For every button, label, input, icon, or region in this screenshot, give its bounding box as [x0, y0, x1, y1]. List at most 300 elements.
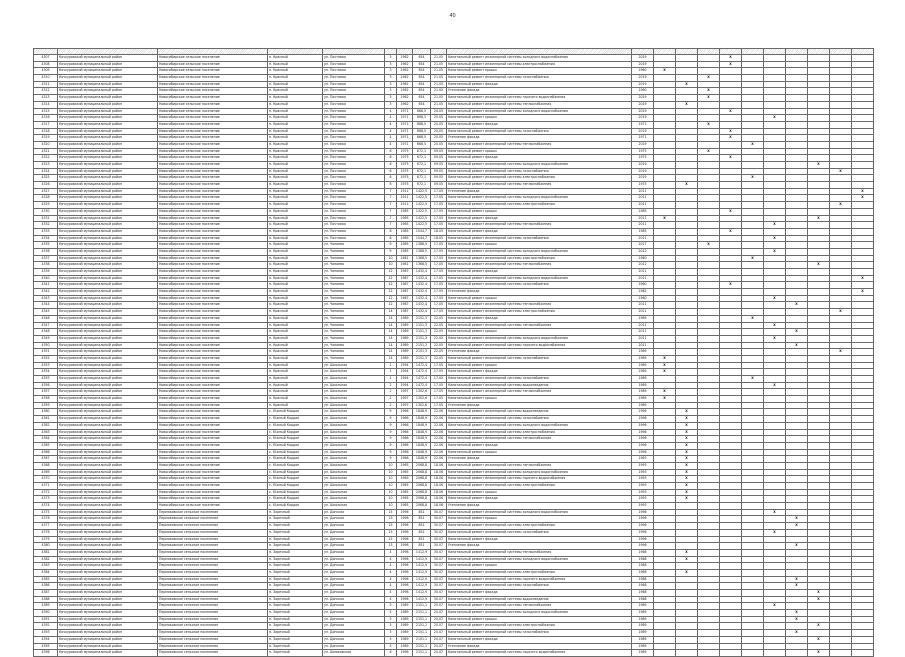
street-cell: ул. Почтовая [323, 81, 385, 88]
period-1-cell [654, 456, 676, 463]
period-5-cell [742, 115, 764, 122]
period-6-cell [764, 208, 786, 215]
settlement-cell: Новосибирское сельское поселение [158, 302, 268, 309]
period-4-cell [720, 349, 742, 356]
build-year-cell: 1971 [397, 121, 413, 128]
settlement-cell: Новосибирское сельское поселение [158, 148, 268, 155]
period-4-cell [720, 222, 742, 229]
house-number-cell: 9 [385, 436, 397, 443]
period-9-cell [830, 576, 852, 583]
period-9-cell [830, 269, 852, 276]
period-6-cell [764, 255, 786, 262]
period-2-cell [676, 376, 698, 383]
build-year-cell: 1966 [397, 416, 413, 423]
wear-cell: 22.06 [431, 409, 447, 416]
period-3-cell [698, 369, 720, 376]
area-cell: 1848,9 [413, 429, 431, 436]
locality-cell: п. Красный [268, 242, 323, 249]
period-8-cell [808, 422, 830, 429]
area-cell: 1422,5 [413, 222, 431, 229]
period-5-cell [742, 349, 764, 356]
row-id-cell: 4318 [34, 128, 58, 135]
period-1-cell [654, 235, 676, 242]
period-4-cell [720, 409, 742, 416]
period-3-cell [698, 623, 720, 630]
row-id-cell: 4394 [34, 636, 58, 643]
locality-cell: п. Красный [268, 295, 323, 302]
period-5-cell [742, 462, 764, 469]
period-10-cell [852, 349, 874, 356]
build-year-cell: 1985 [397, 248, 413, 255]
period-6-cell [764, 590, 786, 597]
wear-cell: 17.05 [431, 309, 447, 316]
area-cell: 668,5 [413, 128, 431, 135]
period-2-cell [676, 610, 698, 617]
street-cell: ул. Школьная [323, 436, 385, 443]
period-10-cell [852, 616, 874, 623]
last-repair-year-cell: 2019 [632, 141, 654, 148]
last-repair-year-cell: 1971 [632, 135, 654, 142]
street-cell: ул. Донская [323, 590, 385, 597]
row-id-cell: 4351 [34, 349, 58, 356]
wear-cell: 17.05 [431, 208, 447, 215]
row-id-cell: 4379 [34, 536, 58, 543]
area-cell: 2151,1 [413, 650, 431, 657]
period-5-cell [742, 355, 764, 362]
period-10-cell [852, 563, 874, 570]
wear-cell: 20.07 [431, 636, 447, 643]
period-5-cell [742, 135, 764, 142]
period-3-cell [698, 262, 720, 269]
street-cell: ул. Школьная [323, 389, 385, 396]
work-type-cell: Утепление фасада [447, 643, 632, 650]
period-4-cell [720, 389, 742, 396]
municipal-district-cell: Кочкуровский муниципальный район [58, 355, 158, 362]
build-year-cell: 1996 [397, 536, 413, 543]
work-type-cell: Капитальный ремонт инженерной системы теплоснабжения [447, 603, 632, 610]
row-id-cell: 4323 [34, 162, 58, 169]
municipal-district-cell: Кочкуровский муниципальный район [58, 429, 158, 436]
municipal-district-cell: Кочкуровский муниципальный район [58, 275, 158, 282]
row-id-cell: 4337 [34, 255, 58, 262]
work-type-cell: Капитальный ремонт инженерной системы газоснабжения [447, 75, 632, 82]
row-id-cell: 4345 [34, 309, 58, 316]
period-3-cell [698, 141, 720, 148]
build-year-cell: 1966 [397, 429, 413, 436]
period-3-cell [698, 228, 720, 235]
last-repair-year-cell: 1989 [632, 355, 654, 362]
work-type-cell: Капитальный ремонт инженерной системы теплоснабжения [447, 141, 632, 148]
period-9-cell [830, 255, 852, 262]
period-10-cell: X [852, 275, 874, 282]
settlement-cell: Пермяковское сельское поселение [158, 623, 268, 630]
house-number-cell: 9 [385, 409, 397, 416]
period-10-cell [852, 302, 874, 309]
period-4-cell [720, 315, 742, 322]
street-cell: ул. Почтовая [323, 168, 385, 175]
period-8-cell [808, 569, 830, 576]
work-type-cell: Капитальный ремонт инженерной системы горячего водоснабжения [447, 95, 632, 102]
period-1-cell [654, 556, 676, 563]
settlement-cell: Новосибирское сельское поселение [158, 456, 268, 463]
locality-cell: с. Южный Кордон [268, 476, 323, 483]
work-type-cell: Капитальный ремонт инженерной системы электроснабжения [447, 309, 632, 316]
area-cell: 851 [413, 516, 431, 523]
locality-cell: п. Заречный [268, 636, 323, 643]
period-9-cell [830, 188, 852, 195]
wear-cell: 22.05 [431, 355, 447, 362]
last-repair-year-cell: 1989 [632, 369, 654, 376]
period-7-cell [786, 623, 808, 630]
table-row [34, 369, 874, 376]
period-8-cell [808, 195, 830, 202]
locality-cell: с. Южный Кордон [268, 483, 323, 490]
period-1-cell: X [654, 389, 676, 396]
period-2-cell [676, 335, 698, 342]
period-6-cell [764, 376, 786, 383]
street-cell: ул. Чапаева [323, 242, 385, 249]
period-7-cell [786, 269, 808, 276]
table-row [34, 101, 874, 108]
period-1-cell [654, 88, 676, 95]
period-8-cell [808, 141, 830, 148]
street-cell: ул. Школьная [323, 469, 385, 476]
period-1-cell [654, 376, 676, 383]
house-number-cell: 8 [385, 228, 397, 235]
period-8-cell [808, 462, 830, 469]
row-id-cell: 4367 [34, 456, 58, 463]
municipal-district-cell: Кочкуровский муниципальный район [58, 222, 158, 229]
last-repair-year-cell: 1996 [632, 516, 654, 523]
house-number-cell: 6 [385, 175, 397, 182]
last-repair-year-cell: 2019 [632, 168, 654, 175]
house-number-cell: 12 [385, 282, 397, 289]
period-10-cell [852, 462, 874, 469]
period-6-cell [764, 108, 786, 115]
area-cell: 672,1 [413, 182, 431, 189]
municipal-district-cell: Кочкуровский муниципальный район [58, 88, 158, 95]
period-6-cell [764, 396, 786, 403]
last-repair-year-cell: 2011 [632, 215, 654, 222]
period-6-cell [764, 315, 786, 322]
area-cell: 1432,4 [413, 309, 431, 316]
area-cell: 1412,9 [413, 556, 431, 563]
period-6-cell [764, 543, 786, 550]
build-year-cell: 1965 [397, 489, 413, 496]
street-cell: ул. Донская [323, 549, 385, 556]
period-6-cell [764, 81, 786, 88]
period-6-cell [764, 389, 786, 396]
period-9-cell [830, 329, 852, 336]
street-cell: ул. Донская [323, 576, 385, 583]
period-9-cell [830, 215, 852, 222]
work-type-cell: Капитальный ремонт инженерной системы холодного водоснабжения [447, 55, 632, 62]
table-row [34, 509, 874, 516]
period-1-cell [654, 255, 676, 262]
table-row [34, 442, 874, 449]
period-6-cell [764, 569, 786, 576]
period-5-cell [742, 162, 764, 169]
house-number-cell: 1 [385, 362, 397, 369]
area-cell: 2151,3 [413, 349, 431, 356]
period-4-cell [720, 75, 742, 82]
table-row [34, 202, 874, 209]
last-repair-year-cell: 1989 [632, 376, 654, 383]
street-cell: ул. Чапаева [323, 322, 385, 329]
street-cell: ул. Почтовая [323, 121, 385, 128]
street-cell: ул. Донская [323, 569, 385, 576]
period-2-cell [676, 576, 698, 583]
period-6-cell [764, 275, 786, 282]
locality-cell: п. Красный [268, 222, 323, 229]
wear-cell: 22.06 [431, 429, 447, 436]
street-cell: ул. Почтовая [323, 208, 385, 215]
settlement-cell: Новосибирское сельское поселение [158, 175, 268, 182]
period-5-cell [742, 202, 764, 209]
period-3-cell [698, 128, 720, 135]
street-cell: ул. Школьная [323, 429, 385, 436]
last-repair-year-cell: 1960 [632, 68, 654, 75]
settlement-cell: Новосибирское сельское поселение [158, 95, 268, 102]
municipal-district-cell: Кочкуровский муниципальный район [58, 235, 158, 242]
area-cell: 1412,9 [413, 563, 431, 570]
period-3-cell [698, 402, 720, 409]
work-type-cell: Утепление фасада [447, 88, 632, 95]
period-10-cell [852, 509, 874, 516]
period-1-cell [654, 269, 676, 276]
period-7-cell [786, 422, 808, 429]
period-5-cell [742, 88, 764, 95]
period-1-cell [654, 81, 676, 88]
build-year-cell: 1975 [397, 148, 413, 155]
settlement-cell: Новосибирское сельское поселение [158, 396, 268, 403]
build-year-cell: 1987 [397, 289, 413, 296]
period-2-cell [676, 141, 698, 148]
municipal-district-cell: Кочкуровский муниципальный район [58, 523, 158, 530]
build-year-cell: 1971 [397, 128, 413, 135]
municipal-district-cell: Кочкуровский муниципальный район [58, 95, 158, 102]
period-10-cell [852, 650, 874, 657]
period-4-cell [720, 141, 742, 148]
period-1-cell: X [654, 355, 676, 362]
settlement-cell: Новосибирское сельское поселение [158, 88, 268, 95]
period-5-cell [742, 449, 764, 456]
period-8-cell [808, 188, 830, 195]
street-cell: ул. Почтовая [323, 195, 385, 202]
house-number-cell: 5 [385, 630, 397, 637]
period-10-cell [852, 483, 874, 490]
work-type-cell: Капитальный ремонт инженерной системы холодного водоснабжения [447, 335, 632, 342]
area-cell: 2068,8 [413, 483, 431, 490]
municipal-district-cell: Кочкуровский муниципальный район [58, 282, 158, 289]
period-3-cell [698, 389, 720, 396]
period-2-cell [676, 309, 698, 316]
wear-cell: 17.05 [431, 262, 447, 269]
period-1-cell: X [654, 369, 676, 376]
period-7-cell [786, 402, 808, 409]
house-number-cell: 3 [385, 75, 397, 82]
period-5-cell [742, 295, 764, 302]
table-row [34, 569, 874, 576]
period-9-cell [830, 81, 852, 88]
last-repair-year-cell: 1960 [632, 88, 654, 95]
settlement-cell: Новосибирское сельское поселение [158, 55, 268, 62]
work-type-cell: Капитальный ремонт крыши [447, 208, 632, 215]
table-row [34, 295, 874, 302]
wear-cell: 17.05 [431, 248, 447, 255]
municipal-district-cell: Кочкуровский муниципальный район [58, 556, 158, 563]
period-2-cell [676, 523, 698, 530]
work-type-cell: Капитальный ремонт крыши [447, 616, 632, 623]
settlement-cell: Новосибирское сельское поселение [158, 215, 268, 222]
period-8-cell [808, 255, 830, 262]
area-cell: 1412,9 [413, 549, 431, 556]
street-cell: ул. Почтовая [323, 128, 385, 135]
work-type-cell: Капитальный ремонт фасада [447, 536, 632, 543]
work-type-cell: Капитальный ремонт инженерной системы электроснабжения [447, 623, 632, 630]
row-id-cell: 4317 [34, 121, 58, 128]
municipal-district-cell: Кочкуровский муниципальный район [58, 248, 158, 255]
period-7-cell [786, 242, 808, 249]
row-id-cell: 4382 [34, 556, 58, 563]
period-2-cell [676, 583, 698, 590]
street-cell: ул. Чапаева [323, 275, 385, 282]
period-7-cell [786, 362, 808, 369]
period-4-cell [720, 442, 742, 449]
locality-cell: п. Красный [268, 88, 323, 95]
street-cell: ул. Чапаева [323, 282, 385, 289]
build-year-cell: 1996 [397, 509, 413, 516]
settlement-cell: Новосибирское сельское поселение [158, 342, 268, 349]
area-cell: 1848,9 [413, 409, 431, 416]
period-7-cell [786, 115, 808, 122]
row-id-cell: 4320 [34, 141, 58, 148]
area-cell: 1472,4 [413, 369, 431, 376]
period-10-cell [852, 503, 874, 510]
street-cell: ул. Школьная [323, 409, 385, 416]
work-type-cell: Капитальный ремонт инженерной системы холодного водоснабжения [447, 556, 632, 563]
period-8-cell [808, 529, 830, 536]
street-cell: ул. Чапаева [323, 329, 385, 336]
municipal-district-cell: Кочкуровский муниципальный район [58, 342, 158, 349]
period-6-cell [764, 355, 786, 362]
period-3-cell [698, 576, 720, 583]
table-row [34, 476, 874, 483]
period-7-cell [786, 549, 808, 556]
work-type-cell: Капитальный ремонт крыши [447, 148, 632, 155]
street-cell: ул. Почтовая [323, 68, 385, 75]
last-repair-year-cell: 1968 [632, 569, 654, 576]
period-8-cell [808, 489, 830, 496]
municipal-district-cell: Кочкуровский муниципальный район [58, 61, 158, 68]
row-id-cell: 4333 [34, 228, 58, 235]
street-cell: ул. Чапаева [323, 349, 385, 356]
period-2-cell [676, 329, 698, 336]
house-number-cell: 10 [385, 262, 397, 269]
wear-cell: 18.05 [431, 228, 447, 235]
period-6-cell [764, 101, 786, 108]
area-cell: 2068,8 [413, 469, 431, 476]
settlement-cell: Новосибирское сельское поселение [158, 382, 268, 389]
house-number-cell: 3 [385, 68, 397, 75]
period-7-cell: X [786, 576, 808, 583]
period-5-cell [742, 382, 764, 389]
wear-cell: 22.06 [431, 422, 447, 429]
street-cell: ул. Почтовая [323, 115, 385, 122]
area-cell: 2151,3 [413, 335, 431, 342]
area-cell: 654 [413, 61, 431, 68]
period-6-cell [764, 442, 786, 449]
locality-cell: п. Красный [268, 349, 323, 356]
street-cell: ул. Донская [323, 563, 385, 570]
municipal-district-cell: Кочкуровский муниципальный район [58, 509, 158, 516]
period-7-cell [786, 409, 808, 416]
row-id-cell: 4327 [34, 188, 58, 195]
build-year-cell: 1987 [397, 295, 413, 302]
period-1-cell [654, 228, 676, 235]
row-id-cell: 4355 [34, 376, 58, 383]
period-7-cell: X [786, 543, 808, 550]
period-8-cell [808, 329, 830, 336]
table-row [34, 355, 874, 362]
settlement-cell: Новосибирское сельское поселение [158, 235, 268, 242]
locality-cell: п. Заречный [268, 529, 323, 536]
settlement-cell: Новосибирское сельское поселение [158, 101, 268, 108]
period-4-cell [720, 289, 742, 296]
period-5-cell [742, 68, 764, 75]
period-1-cell [654, 282, 676, 289]
last-repair-year-cell: 2011 [632, 342, 654, 349]
table-row [34, 342, 874, 349]
table-row [34, 422, 874, 429]
period-4-cell [720, 503, 742, 510]
street-cell: ул. Донская [323, 556, 385, 563]
build-year-cell: 1989 [397, 623, 413, 630]
settlement-cell: Новосибирское сельское поселение [158, 242, 268, 249]
street-cell: ул. Школьная [323, 396, 385, 403]
area-cell: 2151,3 [413, 322, 431, 329]
period-6-cell [764, 429, 786, 436]
table-row [34, 175, 874, 182]
period-3-cell [698, 509, 720, 516]
municipal-district-cell: Кочкуровский муниципальный район [58, 215, 158, 222]
settlement-cell: Пермяковское сельское поселение [158, 616, 268, 623]
street-cell: ул. Донская [323, 523, 385, 530]
period-2-cell [676, 396, 698, 403]
period-6-cell: X [764, 335, 786, 342]
locality-cell: п. Красный [268, 228, 323, 235]
period-8-cell [808, 88, 830, 95]
street-cell: ул. Почтовая [323, 75, 385, 82]
period-1-cell [654, 436, 676, 443]
table-row [34, 623, 874, 630]
locality-cell: п. Красный [268, 329, 323, 336]
municipal-district-cell: Кочкуровский муниципальный район [58, 188, 158, 195]
house-number-cell: 4 [385, 141, 397, 148]
wear-cell: 22.05 [431, 335, 447, 342]
work-type-cell: Капитальный ремонт инженерной системы газоснабжения [447, 355, 632, 362]
period-4-cell [720, 469, 742, 476]
row-id-cell: 4386 [34, 583, 58, 590]
settlement-cell: Пермяковское сельское поселение [158, 563, 268, 570]
build-year-cell: 1975 [397, 175, 413, 182]
period-5-cell [742, 489, 764, 496]
period-7-cell [786, 469, 808, 476]
table-row [34, 489, 874, 496]
work-type-cell: Капитальный ремонт крыши [447, 489, 632, 496]
period-10-cell [852, 643, 874, 650]
table-row [34, 583, 874, 590]
